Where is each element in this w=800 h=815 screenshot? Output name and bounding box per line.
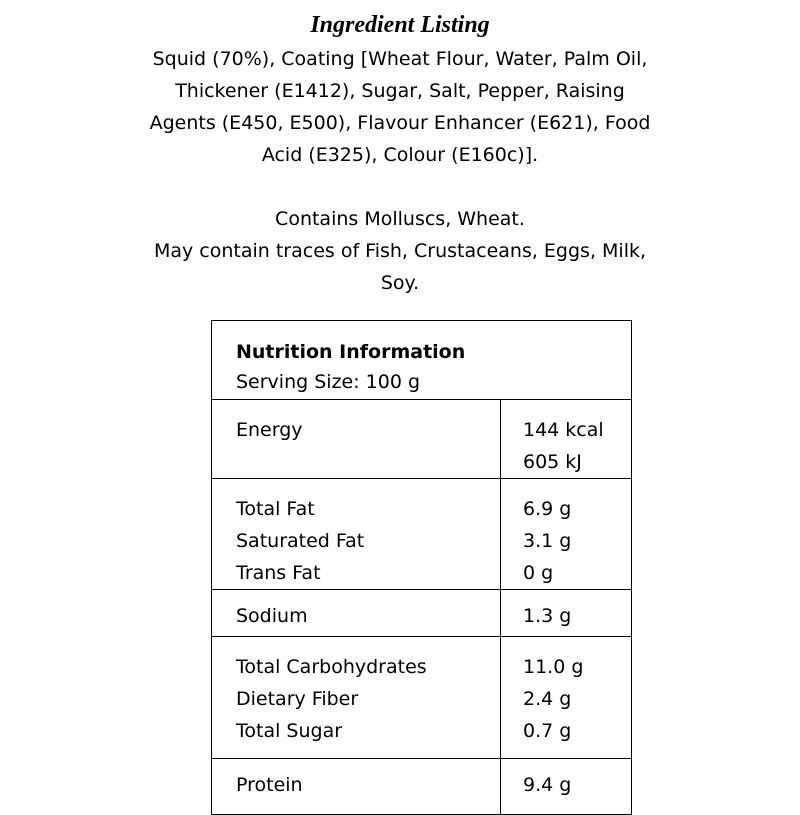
nutrient-label: Trans Fat xyxy=(236,562,321,584)
nutrient-label: Total Carbohydrates xyxy=(236,656,427,678)
nutrition-row-carbohydrates xyxy=(212,637,632,759)
nutrient-label-cell xyxy=(212,479,501,590)
nutrient-value-cell xyxy=(501,637,632,759)
nutrition-table xyxy=(211,320,632,815)
may-contain-statement: May contain traces of Fish, Crustaceans, Eggs, Milk, xyxy=(153,240,647,262)
nutrient-label: Saturated Fat xyxy=(236,530,365,552)
nutrient-value: 9.4 g xyxy=(523,774,572,796)
may-contain-statement-cont: Soy. xyxy=(380,272,420,294)
nutrient-value: 0 g xyxy=(523,562,554,584)
ingredients-line: Agents (E450, E500), Flavour Enhancer (E621), Food xyxy=(149,112,651,134)
nutrient-value: 6.9 g xyxy=(523,498,572,520)
ingredients-title: Ingredient Listing xyxy=(310,12,490,38)
nutrient-label: Sodium xyxy=(236,605,308,627)
nutrient-value: 144 kcal xyxy=(523,419,604,441)
nutrient-label-cell xyxy=(212,400,501,479)
nutrient-label: Protein xyxy=(236,774,303,796)
nutrient-value-cell xyxy=(501,479,632,590)
nutrient-value: 2.4 g xyxy=(523,688,572,710)
nutrient-value: 0.7 g xyxy=(523,720,572,742)
nutrient-label: Energy xyxy=(236,419,303,441)
nutrient-value: 11.0 g xyxy=(523,656,584,678)
nutrient-label: Dietary Fiber xyxy=(236,688,359,710)
nutrition-row-protein xyxy=(212,759,632,815)
serving-size: Serving Size: 100 g xyxy=(236,371,421,393)
nutrient-value: 605 kJ xyxy=(523,451,582,473)
ingredients-line: Squid (70%), Coating [Wheat Flour, Water, Palm Oil, xyxy=(152,48,648,70)
nutrition-header xyxy=(212,321,632,400)
nutrient-value-cell xyxy=(501,400,632,479)
nutrient-value-cell xyxy=(501,590,632,637)
nutrient-value: 3.1 g xyxy=(523,530,572,552)
allergen-block xyxy=(95,203,705,299)
contains-statement: Contains Molluscs, Wheat. xyxy=(275,208,525,230)
nutrient-label-cell xyxy=(212,759,501,815)
nutrition-title: Nutrition Information xyxy=(236,341,466,363)
ingredients-line: Acid (E325), Colour (E160c)]. xyxy=(261,144,539,166)
nutrient-value-cell xyxy=(501,759,632,815)
ingredients-text xyxy=(105,43,695,171)
nutrient-label: Total Fat xyxy=(236,498,315,520)
nutrient-label-cell xyxy=(212,590,501,637)
nutrition-header-row xyxy=(212,321,632,400)
nutrient-label: Total Sugar xyxy=(236,720,343,742)
nutrition-row-energy xyxy=(212,400,632,479)
nutrient-label-cell xyxy=(212,637,501,759)
ingredients-line: Thickener (E1412), Sugar, Salt, Pepper, Raising xyxy=(175,80,625,102)
nutrient-value: 1.3 g xyxy=(523,605,572,627)
nutrition-row-fat xyxy=(212,479,632,590)
nutrition-row-sodium xyxy=(212,590,632,637)
